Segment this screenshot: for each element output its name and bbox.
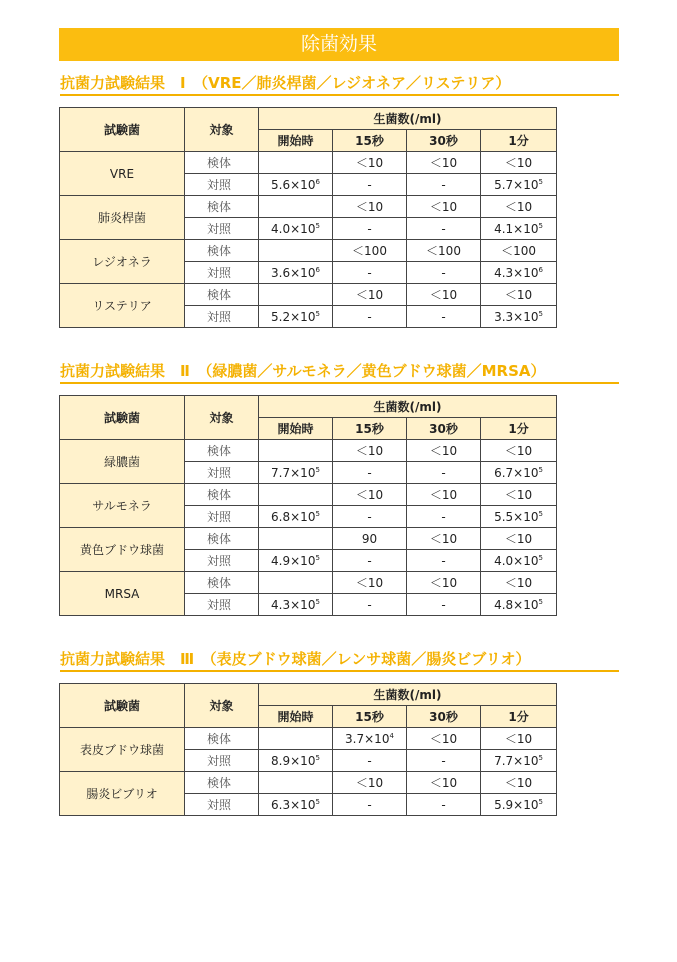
count-value: - <box>333 462 407 484</box>
header-time: 30秒 <box>407 418 481 440</box>
header-time: 1分 <box>481 706 557 728</box>
header-time: 15秒 <box>333 706 407 728</box>
header-row <box>60 684 557 706</box>
count-value: ＜10 <box>481 772 557 794</box>
count-value: - <box>407 262 481 284</box>
header-target: 対象 <box>185 108 259 152</box>
count-value: - <box>407 550 481 572</box>
count-value: ＜10 <box>407 152 481 174</box>
results-table-3 <box>59 683 557 816</box>
count-value: ＜10 <box>333 440 407 462</box>
count-value: $3.6\times 10^6$ <box>259 262 333 284</box>
count-value: ＜10 <box>407 284 481 306</box>
header-count: 生菌数(/ml) <box>259 396 557 418</box>
header-organism: 試験菌 <box>60 396 185 440</box>
count-value: - <box>407 750 481 772</box>
target-label: 対照 <box>185 462 259 484</box>
target-label: 検体 <box>185 572 259 594</box>
count-value: ＜10 <box>407 484 481 506</box>
target-label: 検体 <box>185 196 259 218</box>
organism-name: サルモネラ <box>60 484 185 528</box>
count-value: ＜10 <box>481 728 557 750</box>
target-label: 対照 <box>185 306 259 328</box>
header-time: 15秒 <box>333 418 407 440</box>
count-value: ＜10 <box>481 196 557 218</box>
target-label: 検体 <box>185 772 259 794</box>
count-value: $7.7\times 10^5$ <box>481 750 557 772</box>
count-value: $4.0\times 10^5$ <box>259 218 333 240</box>
count-value: ＜10 <box>407 572 481 594</box>
count-value: 90 <box>333 528 407 550</box>
target-label: 対照 <box>185 594 259 616</box>
count-value: ＜100 <box>333 240 407 262</box>
target-label: 対照 <box>185 506 259 528</box>
target-label: 検体 <box>185 152 259 174</box>
count-value: ＜10 <box>407 728 481 750</box>
count-value <box>259 528 333 550</box>
count-value <box>259 728 333 750</box>
count-value: - <box>333 794 407 816</box>
page-banner: 除菌効果 <box>59 28 619 61</box>
count-value: $5.6\times 10^6$ <box>259 174 333 196</box>
section-title-2: 抗菌力試験結果 Ⅱ （緑膿菌／サルモネラ／黄色ブドウ球菌／MRSA） <box>60 360 619 384</box>
target-label: 検体 <box>185 284 259 306</box>
table-row <box>60 772 557 794</box>
count-value: ＜10 <box>407 196 481 218</box>
count-value: $5.5\times 10^5$ <box>481 506 557 528</box>
target-label: 検体 <box>185 240 259 262</box>
count-value: $8.9\times 10^5$ <box>259 750 333 772</box>
count-value: $4.3\times 10^6$ <box>481 262 557 284</box>
count-value: - <box>407 594 481 616</box>
header-count: 生菌数(/ml) <box>259 684 557 706</box>
target-label: 検体 <box>185 484 259 506</box>
target-label: 対照 <box>185 550 259 572</box>
count-value: $6.8\times 10^5$ <box>259 506 333 528</box>
count-value: $3.3\times 10^5$ <box>481 306 557 328</box>
count-value <box>259 284 333 306</box>
target-label: 対照 <box>185 750 259 772</box>
count-value: ＜100 <box>481 240 557 262</box>
table-row <box>60 152 557 174</box>
count-value: - <box>333 550 407 572</box>
table-row <box>60 528 557 550</box>
count-value <box>259 484 333 506</box>
count-value <box>259 240 333 262</box>
count-value: - <box>407 506 481 528</box>
count-value <box>259 440 333 462</box>
count-value: ＜100 <box>407 240 481 262</box>
count-value: $4.8\times 10^5$ <box>481 594 557 616</box>
count-value: $6.7\times 10^5$ <box>481 462 557 484</box>
organism-name: 緑膿菌 <box>60 440 185 484</box>
count-value: ＜10 <box>481 484 557 506</box>
count-value: $4.3\times 10^5$ <box>259 594 333 616</box>
target-label: 検体 <box>185 528 259 550</box>
header-time: 30秒 <box>407 130 481 152</box>
organism-name: 黄色ブドウ球菌 <box>60 528 185 572</box>
count-value: ＜10 <box>481 440 557 462</box>
table-row <box>60 572 557 594</box>
count-value: - <box>333 506 407 528</box>
header-organism: 試験菌 <box>60 108 185 152</box>
count-value: ＜10 <box>481 572 557 594</box>
header-time: 開始時 <box>259 706 333 728</box>
section-title-1: 抗菌力試験結果 Ⅰ （VRE／肺炎桿菌／レジオネア／リステリア） <box>60 72 619 96</box>
count-value: - <box>407 174 481 196</box>
target-label: 検体 <box>185 440 259 462</box>
count-value: ＜10 <box>407 440 481 462</box>
count-value: $7.7\times 10^5$ <box>259 462 333 484</box>
header-target: 対象 <box>185 684 259 728</box>
header-time: 開始時 <box>259 130 333 152</box>
header-count: 生菌数(/ml) <box>259 108 557 130</box>
target-label: 対照 <box>185 262 259 284</box>
count-value: $6.3\times 10^5$ <box>259 794 333 816</box>
count-value: - <box>333 218 407 240</box>
count-value: - <box>333 306 407 328</box>
table-row <box>60 196 557 218</box>
target-label: 対照 <box>185 218 259 240</box>
count-value: $4.1\times 10^5$ <box>481 218 557 240</box>
count-value: $5.2\times 10^5$ <box>259 306 333 328</box>
header-time: 開始時 <box>259 418 333 440</box>
table-row <box>60 728 557 750</box>
results-table-2 <box>59 395 557 616</box>
count-value: ＜10 <box>333 196 407 218</box>
count-value: $5.9\times 10^5$ <box>481 794 557 816</box>
count-value: $4.9\times 10^5$ <box>259 550 333 572</box>
count-value <box>259 152 333 174</box>
results-table-1 <box>59 107 557 328</box>
organism-name: レジオネラ <box>60 240 185 284</box>
count-value <box>259 772 333 794</box>
organism-name: 表皮ブドウ球菌 <box>60 728 185 772</box>
header-row <box>60 108 557 130</box>
organism-name: MRSA <box>60 572 185 616</box>
count-value: ＜10 <box>333 284 407 306</box>
header-time: 15秒 <box>333 130 407 152</box>
section-title-3: 抗菌力試験結果 Ⅲ （表皮ブドウ球菌／レンサ球菌／腸炎ビブリオ） <box>60 648 619 672</box>
organism-name: 腸炎ビブリオ <box>60 772 185 816</box>
count-value: - <box>407 218 481 240</box>
table-row <box>60 240 557 262</box>
organism-name: VRE <box>60 152 185 196</box>
count-value: ＜10 <box>333 484 407 506</box>
count-value: $4.0\times 10^5$ <box>481 550 557 572</box>
organism-name: 肺炎桿菌 <box>60 196 185 240</box>
target-label: 対照 <box>185 174 259 196</box>
count-value: - <box>333 174 407 196</box>
count-value: - <box>407 794 481 816</box>
header-organism: 試験菌 <box>60 684 185 728</box>
count-value: ＜10 <box>481 528 557 550</box>
count-value: ＜10 <box>407 772 481 794</box>
table-row <box>60 484 557 506</box>
count-value: - <box>333 262 407 284</box>
header-time: 30秒 <box>407 706 481 728</box>
count-value: ＜10 <box>481 152 557 174</box>
count-value <box>259 572 333 594</box>
header-time: 1分 <box>481 130 557 152</box>
count-value: - <box>333 594 407 616</box>
count-value: $3.7\times 10^4$ <box>333 728 407 750</box>
header-target: 対象 <box>185 396 259 440</box>
count-value <box>259 196 333 218</box>
table-row <box>60 440 557 462</box>
header-row <box>60 396 557 418</box>
header-time: 1分 <box>481 418 557 440</box>
count-value: ＜10 <box>407 528 481 550</box>
table-row <box>60 284 557 306</box>
count-value: ＜10 <box>333 772 407 794</box>
count-value: $5.7\times 10^5$ <box>481 174 557 196</box>
count-value: ＜10 <box>333 152 407 174</box>
count-value: - <box>407 306 481 328</box>
count-value: ＜10 <box>481 284 557 306</box>
count-value: - <box>407 462 481 484</box>
target-label: 対照 <box>185 794 259 816</box>
organism-name: リステリア <box>60 284 185 328</box>
count-value: - <box>333 750 407 772</box>
count-value: ＜10 <box>333 572 407 594</box>
target-label: 検体 <box>185 728 259 750</box>
